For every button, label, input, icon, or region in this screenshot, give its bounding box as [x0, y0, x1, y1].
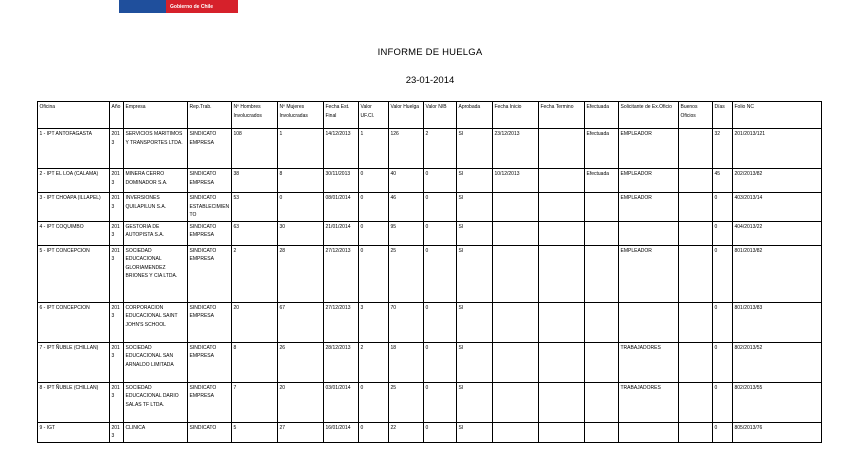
column-header: Rep.Trab.: [188, 102, 232, 129]
table-row: [38, 169, 822, 193]
table-cell: 28/12/2013: [324, 342, 359, 382]
table-cell: 802/2013/55: [733, 382, 822, 422]
logo-blue-block: [119, 0, 166, 13]
table-cell: 805/2013/76: [733, 422, 822, 442]
table-cell: 0: [424, 193, 457, 222]
table-cell: EMPLEADOR: [619, 169, 679, 193]
table-cell: 2013: [110, 221, 124, 245]
table-cell: 0: [713, 193, 733, 222]
table-cell: 404/2013/22: [733, 221, 822, 245]
table-cell: 30: [278, 221, 324, 245]
table-cell: 21/01/2014: [324, 221, 359, 245]
table-row: [38, 342, 822, 382]
table-cell: [539, 302, 585, 342]
table-cell: MINERA CERRO DOMINADOR S.A.: [124, 169, 188, 193]
table-cell: SINDICATO EMPRESA: [188, 221, 232, 245]
table-cell: [539, 221, 585, 245]
column-header: Empresa: [124, 102, 188, 129]
table-cell: 53: [232, 193, 278, 222]
table-cell: 08/01/2014: [324, 193, 359, 222]
table-cell: 28: [278, 245, 324, 302]
logo-text: Gobierno de Chile: [166, 0, 238, 13]
table-cell: 14/12/2013: [324, 129, 359, 169]
table-cell: [493, 342, 539, 382]
table-cell: 202/2013/82: [733, 169, 822, 193]
table-cell: 2 - IPT EL LOA (CALAMA): [38, 169, 110, 193]
table-cell: SOCIEDAD EDUCACIONAL SAN ARNALDO LIMITADA: [124, 342, 188, 382]
table-cell: 0: [359, 382, 389, 422]
column-header: Aprobada: [457, 102, 493, 129]
table-cell: [585, 342, 619, 382]
table-cell: [585, 302, 619, 342]
table-cell: [585, 221, 619, 245]
table-cell: [679, 302, 713, 342]
table-cell: [493, 193, 539, 222]
table-cell: [493, 221, 539, 245]
table-cell: 0: [424, 169, 457, 193]
table-cell: 18: [389, 342, 424, 382]
table-cell: 2013: [110, 382, 124, 422]
table-cell: 30/11/2013: [324, 169, 359, 193]
table-cell: 95: [389, 221, 424, 245]
table-cell: [679, 342, 713, 382]
table-cell: SI: [457, 422, 493, 442]
column-header: Fecha Termino: [539, 102, 585, 129]
table-cell: 0: [424, 422, 457, 442]
table-cell: [539, 193, 585, 222]
table-cell: 70: [389, 302, 424, 342]
table-cell: 20: [278, 382, 324, 422]
table-cell: [679, 169, 713, 193]
column-header: Fecha Inicio: [493, 102, 539, 129]
table-cell: SINDICATO EMPRESA: [188, 382, 232, 422]
table-cell: SERVICIOS MARITIMOS Y TRANSPORTES LTDA.: [124, 129, 188, 169]
table-cell: [539, 245, 585, 302]
table-cell: 2: [232, 245, 278, 302]
table-cell: 0: [359, 169, 389, 193]
table-cell: [539, 342, 585, 382]
table-cell: 1: [278, 129, 324, 169]
column-header: Oficina: [38, 102, 110, 129]
table-cell: Efectuada: [585, 129, 619, 169]
table-cell: 2013: [110, 342, 124, 382]
table-cell: SI: [457, 169, 493, 193]
table-cell: GESTORIA DE AUTOPISTA S.A.: [124, 221, 188, 245]
table-cell: 8 - IPT ÑUBLE (CHILLAN): [38, 382, 110, 422]
table-cell: 03/01/2014: [324, 382, 359, 422]
column-header: Efectuada: [585, 102, 619, 129]
column-header: Año: [110, 102, 124, 129]
table-cell: 0: [424, 245, 457, 302]
table-cell: [585, 382, 619, 422]
table-cell: TRABAJADORES: [619, 342, 679, 382]
table-cell: 1 - IPT ANTOFAGASTA: [38, 129, 110, 169]
table-cell: 0: [713, 245, 733, 302]
table-cell: EMPLEADOR: [619, 193, 679, 222]
table-cell: SINDICATO EMPRESA: [188, 129, 232, 169]
table-cell: 403/2013/14: [733, 193, 822, 222]
table-cell: 801/2013/83: [733, 302, 822, 342]
table-cell: 0: [713, 342, 733, 382]
table-cell: [539, 129, 585, 169]
table-row: [38, 129, 822, 169]
table-cell: [585, 193, 619, 222]
table-cell: 2013: [110, 129, 124, 169]
table-row: [38, 245, 822, 302]
table-cell: SI: [457, 129, 493, 169]
column-header: Buenos Oficios: [679, 102, 713, 129]
table-cell: 0: [359, 245, 389, 302]
table-row: [38, 302, 822, 342]
table-cell: 201/2013/121: [733, 129, 822, 169]
table-cell: SINDICATO EMPRESA: [188, 169, 232, 193]
table-cell: 0: [713, 382, 733, 422]
table-cell: 0: [359, 422, 389, 442]
report-title: INFORME DE HUELGA: [377, 47, 483, 58]
table-cell: 0: [424, 221, 457, 245]
table-cell: 1: [359, 129, 389, 169]
table-cell: SINDICATO EMPRESA: [188, 342, 232, 382]
table-cell: [539, 422, 585, 442]
table-cell: 20: [232, 302, 278, 342]
column-header: Nº Mujeres Involucradas: [278, 102, 324, 129]
column-header: Nº Hombres Involucrados: [232, 102, 278, 129]
table-cell: 0: [713, 422, 733, 442]
table-cell: 0: [278, 193, 324, 222]
table-cell: 0: [424, 342, 457, 382]
table-cell: 126: [389, 129, 424, 169]
table-cell: 8: [278, 169, 324, 193]
table-cell: 9 - IGT: [38, 422, 110, 442]
table-cell: TRABAJADORES: [619, 382, 679, 422]
table-cell: 802/2013/52: [733, 342, 822, 382]
table-cell: 25: [389, 245, 424, 302]
table-cell: 46: [389, 193, 424, 222]
table-cell: [679, 193, 713, 222]
table-cell: [619, 422, 679, 442]
table-cell: [539, 382, 585, 422]
table-cell: 7 - IPT ÑUBLE (CHILLAN): [38, 342, 110, 382]
column-header: Días: [713, 102, 733, 129]
table-cell: 0: [359, 193, 389, 222]
table-cell: 27: [278, 422, 324, 442]
table-header-row: [38, 102, 822, 129]
table-cell: 8: [232, 342, 278, 382]
table-cell: SINDICATO EMPRESA: [188, 302, 232, 342]
table-cell: 38: [232, 169, 278, 193]
table-cell: 16/01/2014: [324, 422, 359, 442]
table-cell: 32: [713, 129, 733, 169]
table-cell: [679, 129, 713, 169]
table-cell: SI: [457, 382, 493, 422]
table-cell: 2013: [110, 169, 124, 193]
table-cell: 3 - IPT CHOAPA (ILLAPEL): [38, 193, 110, 222]
table-cell: 3: [359, 302, 389, 342]
table-cell: SOCIEDAD EDUCACIONAL DARIO SALAS TF LTDA.: [124, 382, 188, 422]
table-cell: 2: [359, 342, 389, 382]
table-cell: [679, 422, 713, 442]
table-cell: SINDICATO: [188, 422, 232, 442]
table-cell: SI: [457, 221, 493, 245]
column-header: Valor N/B: [424, 102, 457, 129]
column-header: Folio NC: [733, 102, 822, 129]
table-cell: 6 - IPT CONCEPCION: [38, 302, 110, 342]
table-cell: 0: [713, 302, 733, 342]
table-cell: 801/2013/82: [733, 245, 822, 302]
table-cell: SI: [457, 245, 493, 302]
table-cell: 63: [232, 221, 278, 245]
table-cell: SINDICATO ESTABLECIMIENTO: [188, 193, 232, 222]
table-cell: [619, 221, 679, 245]
table-cell: CORPORACION EDUCACIONAL SAINT JOHN'S SCHOOL: [124, 302, 188, 342]
table-cell: [493, 302, 539, 342]
gobierno-logo: [119, 0, 238, 13]
table-row: [38, 422, 822, 442]
table-cell: 10/12/2013: [493, 169, 539, 193]
table-cell: 22: [389, 422, 424, 442]
table-cell: 40: [389, 169, 424, 193]
table-cell: 26: [278, 342, 324, 382]
table-cell: EMPLEADOR: [619, 245, 679, 302]
table-cell: 2: [424, 129, 457, 169]
table-body: [38, 129, 822, 443]
table-cell: SI: [457, 342, 493, 382]
table-cell: 0: [359, 221, 389, 245]
table-cell: [619, 302, 679, 342]
table-cell: INVERSIONES QUILAPILUN S.A.: [124, 193, 188, 222]
table-cell: 5: [232, 422, 278, 442]
column-header: Valor Huelga: [389, 102, 424, 129]
table-cell: SINDICATO EMPRESA: [188, 245, 232, 302]
table-cell: CLINICA: [124, 422, 188, 442]
column-header: Fecha Est. Final: [324, 102, 359, 129]
table-cell: 7: [232, 382, 278, 422]
table-cell: 67: [278, 302, 324, 342]
table-row: [38, 382, 822, 422]
table-cell: [585, 422, 619, 442]
table-cell: [679, 245, 713, 302]
table-row: [38, 221, 822, 245]
column-header: Valor UF.Cl.: [359, 102, 389, 129]
table-cell: Efectuada: [585, 169, 619, 193]
table-cell: 25: [389, 382, 424, 422]
table-cell: 45: [713, 169, 733, 193]
strike-report-table: [37, 101, 822, 443]
table-cell: [679, 221, 713, 245]
table-cell: SI: [457, 302, 493, 342]
table-cell: [539, 169, 585, 193]
table-cell: [493, 382, 539, 422]
table-cell: 2013: [110, 422, 124, 442]
column-header: Solicitante de Ex.Oficio: [619, 102, 679, 129]
table-cell: 2013: [110, 245, 124, 302]
report-date: 23-01-2014: [405, 75, 455, 86]
table-cell: [679, 382, 713, 422]
table-cell: [585, 245, 619, 302]
table-cell: SI: [457, 193, 493, 222]
table-cell: 4 - IPT COQUIMBO: [38, 221, 110, 245]
table-cell: 0: [424, 382, 457, 422]
table-cell: 23/12/2013: [493, 129, 539, 169]
table-cell: [493, 245, 539, 302]
table-cell: 5 - IPT CONCEPCION: [38, 245, 110, 302]
table-cell: 2013: [110, 193, 124, 222]
table-cell: SOCIEDAD EDUCACIONAL GLORIAMENDEZ BRIONES Y CIA LTDA.: [124, 245, 188, 302]
table-cell: 27/12/2013: [324, 245, 359, 302]
table-cell: 0: [713, 221, 733, 245]
table-cell: 108: [232, 129, 278, 169]
table-cell: 2013: [110, 302, 124, 342]
table-cell: 27/12/2013: [324, 302, 359, 342]
table-cell: [493, 422, 539, 442]
table-row: [38, 193, 822, 222]
table-cell: EMPLEADOR: [619, 129, 679, 169]
table-cell: 0: [424, 302, 457, 342]
